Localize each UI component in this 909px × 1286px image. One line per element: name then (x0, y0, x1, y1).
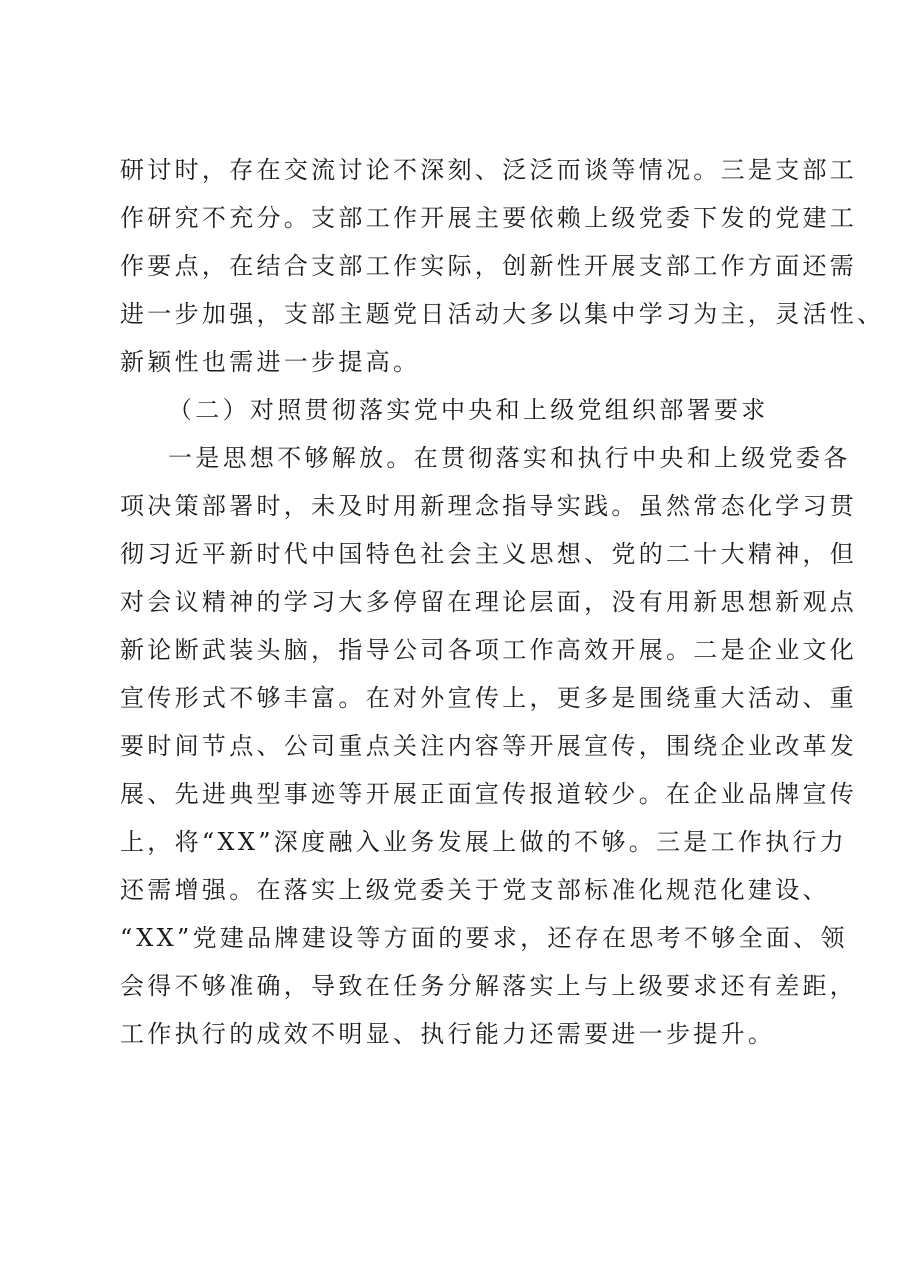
text-line-1: 研讨时，存在交流讨论不深刻、泛泛而谈等情况。三是支部工 (120, 156, 858, 184)
text-line-4: 进一步加强，支部主题党日活动大多以集中学习为主，灵活性、 (120, 300, 885, 328)
text-line-16: 还需增强。在落实上级党委关于党支部标准化规范化建设、 (120, 876, 830, 904)
text-line-2: 作研究不充分。支部工作开展主要依赖上级党委下发的党建工 (120, 204, 858, 232)
section-heading: （二）对照贯彻落实党中央和上级党组织部署要求 (168, 396, 769, 424)
text-line-18: 会得不够准确，导致在任务分解落实上与上级要求还有差距， (120, 972, 858, 1000)
text-line-11: 新论断武装头脑，指导公司各项工作高效开展。二是企业文化 (120, 636, 858, 664)
document-body (120, 146, 885, 1058)
text-line-13: 要时间节点、公司重点关注内容等开展宣传，围绕企业改革发 (120, 732, 858, 760)
text-line-19: 工作执行的成效不明显、执行能力还需要进一步提升。 (120, 1020, 776, 1048)
text-line-10: 对会议精神的学习大多停留在理论层面，没有用新思想新观点 (120, 588, 858, 616)
text-line-3: 作要点，在结合支部工作实际，创新性开展支部工作方面还需 (120, 252, 858, 280)
text-line-5: 新颖性也需进一步提高。 (120, 348, 421, 376)
text-line-12: 宣传形式不够丰富。在对外宣传上，更多是围绕重大活动、重 (120, 684, 858, 712)
text-line-15: 上，将“XX”深度融入业务发展上做的不够。三是工作执行力 (120, 828, 848, 856)
text-line-17: “XX”党建品牌建设等方面的要求，还存在思考不够全面、领 (120, 924, 848, 952)
text-line-14: 展、先进典型事迹等开展正面宣传报道较少。在企业品牌宣传 (120, 780, 858, 808)
text-line-7: 一是思想不够解放。在贯彻落实和执行中央和上级党委各 (168, 444, 851, 472)
text-line-9: 彻习近平新时代中国特色社会主义思想、党的二十大精神，但 (120, 540, 858, 568)
text-line-8: 项决策部署时，未及时用新理念指导实践。虽然常态化学习贯 (120, 492, 858, 520)
